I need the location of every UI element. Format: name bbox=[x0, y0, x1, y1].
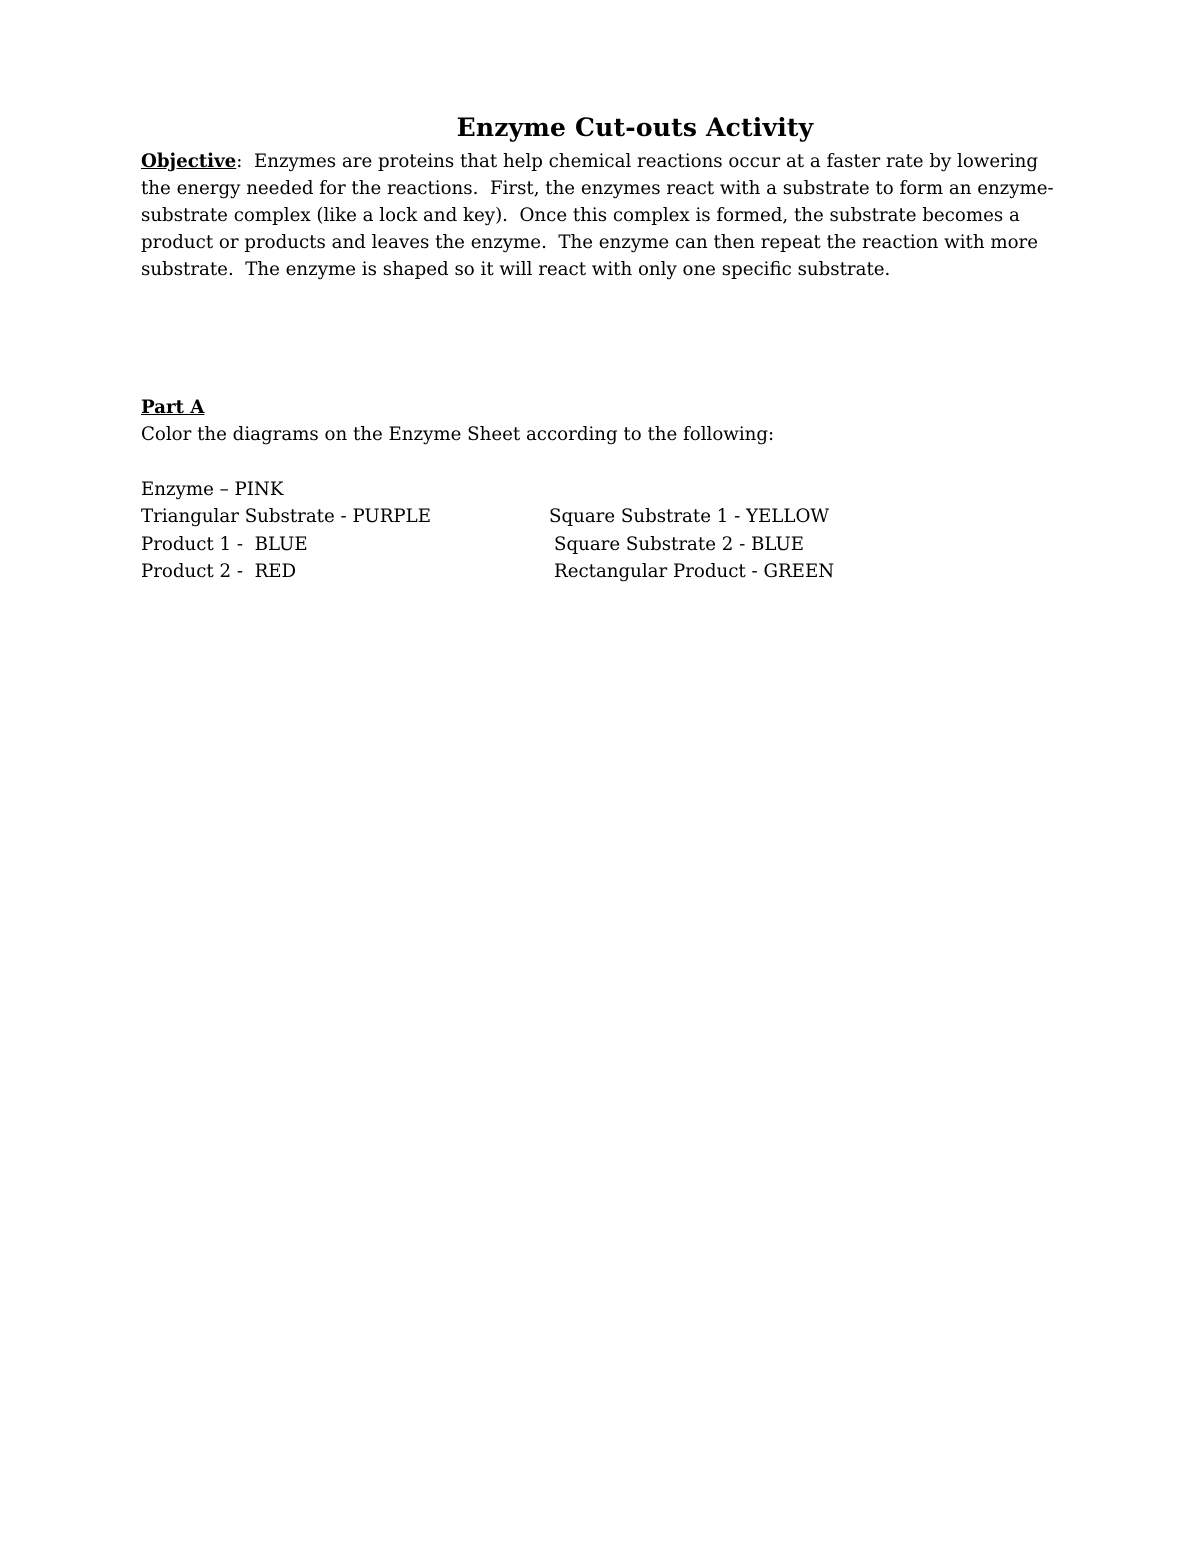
color-key-product-1: Product 1 - BLUE bbox=[141, 534, 308, 555]
color-key-rectangular-product: Rectangular Product - GREEN bbox=[554, 561, 835, 582]
part-a-heading: Part A bbox=[141, 397, 205, 418]
objective-line-4: product or products and leaves the enzyme. The enzyme can then repeat the reaction with more bbox=[141, 232, 1038, 253]
color-key-list bbox=[141, 476, 941, 596]
objective-line-1 bbox=[141, 148, 1141, 175]
document-title: Enzyme Cut-outs Activity bbox=[456, 113, 814, 142]
color-key-enzyme: Enzyme – PINK bbox=[141, 479, 284, 500]
objective-text-1: Enzymes are proteins that help chemical reactions occur at a faster rate by lowering bbox=[242, 151, 1039, 172]
objective-label: Objective bbox=[141, 151, 237, 172]
objective-line-2: the energy needed for the reactions. First, the enzymes react with a substrate to form an enzyme- bbox=[141, 178, 1054, 199]
objective-line-5: substrate. The enzyme is shaped so it will react with only one specific substrate. bbox=[141, 259, 891, 280]
objective-line-3: substrate complex (like a lock and key). Once this complex is formed, the substrate becomes a bbox=[141, 205, 1020, 226]
objective-separator: : bbox=[236, 151, 243, 172]
color-key-triangular-substrate: Triangular Substrate - PURPLE bbox=[141, 506, 431, 527]
color-key-square-substrate-1: Square Substrate 1 - YELLOW bbox=[549, 506, 830, 527]
color-key-square-substrate-2: Square Substrate 2 - BLUE bbox=[554, 534, 805, 555]
color-key-product-2: Product 2 - RED bbox=[141, 561, 297, 582]
part-a-instructions: Color the diagrams on the Enzyme Sheet according to the following: bbox=[141, 424, 775, 445]
objective-paragraph bbox=[141, 148, 1141, 283]
